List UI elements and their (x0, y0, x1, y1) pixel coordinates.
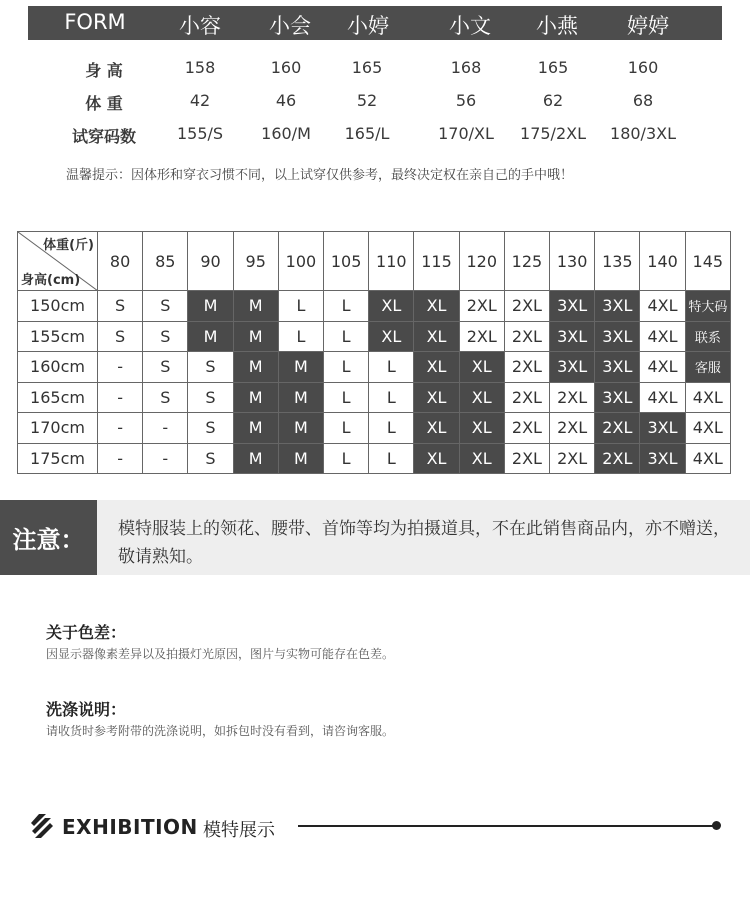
exhibition-subtitle: 模特展示 (203, 820, 275, 841)
model-name: 小燕 (536, 14, 578, 38)
size-cell: 2XL (459, 291, 504, 322)
size-cell: 3XL (595, 382, 640, 413)
height-cell: 175cm (18, 443, 98, 474)
weight-header: 145 (685, 232, 730, 291)
size-cell: XL (414, 291, 459, 322)
weight-header: 110 (369, 232, 414, 291)
size-cell: 2XL (595, 443, 640, 474)
size-cell: XL (414, 443, 459, 474)
size-cell: 联系 (685, 321, 730, 352)
model-name: 小婷 (347, 14, 389, 38)
size-cell: - (98, 413, 143, 444)
size-cell: S (98, 291, 143, 322)
weight-header: 140 (640, 232, 685, 291)
size-cell: L (369, 413, 414, 444)
weight-header: 135 (595, 232, 640, 291)
model-name: 小会 (269, 14, 311, 38)
size-cell: L (324, 291, 369, 322)
size-cell: XL (459, 443, 504, 474)
size-row (18, 352, 731, 383)
size-cell: 4XL (685, 382, 730, 413)
size-cell: XL (459, 352, 504, 383)
size-cell: 4XL (640, 382, 685, 413)
model-value: 52 (356, 91, 378, 110)
size-cell: 2XL (504, 413, 549, 444)
size-cell: 4XL (685, 443, 730, 474)
size-cell: 2XL (504, 352, 549, 383)
size-chart-table (17, 231, 731, 474)
model-value: 165/L (344, 124, 390, 143)
row-label: 试穿码数 (71, 127, 137, 146)
weight-header: 90 (188, 232, 233, 291)
model-value: 165 (537, 58, 569, 77)
height-cell: 170cm (18, 413, 98, 444)
size-cell: L (324, 352, 369, 383)
size-cell: S (188, 352, 233, 383)
model-row-trial-size (0, 122, 750, 146)
height-cell: 150cm (18, 291, 98, 322)
table-corner-cell (18, 232, 98, 291)
weight-header: 115 (414, 232, 459, 291)
size-cell: S (143, 352, 188, 383)
height-cell: 155cm (18, 321, 98, 352)
size-cell: L (369, 352, 414, 383)
size-cell: M (278, 413, 323, 444)
size-cell: - (143, 443, 188, 474)
model-value: 180/3XL (610, 124, 676, 143)
size-cell: M (233, 413, 278, 444)
size-cell: 4XL (640, 321, 685, 352)
model-name: 婷婷 (627, 14, 669, 38)
divider-line (298, 825, 716, 827)
model-value: 165 (351, 58, 383, 77)
height-cell: 165cm (18, 382, 98, 413)
washing-text: 请收货时参考附带的洗涤说明，如拆包时没有看到，请咨询客服。 (46, 724, 395, 738)
size-row (18, 443, 731, 474)
row-label: 身 高 (85, 61, 123, 80)
size-cell: 3XL (595, 352, 640, 383)
size-cell: 2XL (550, 413, 595, 444)
size-cell: 4XL (640, 352, 685, 383)
weight-header: 130 (550, 232, 595, 291)
size-cell: 2XL (459, 321, 504, 352)
size-cell: 2XL (550, 443, 595, 474)
model-value: 160/M (261, 124, 311, 143)
weight-axis-label: 体重(斤) (43, 238, 94, 253)
model-value: 160 (627, 58, 659, 77)
size-cell: 3XL (550, 321, 595, 352)
model-row-height (0, 56, 750, 80)
size-cell: 特大码 (685, 291, 730, 322)
slash-stripes-icon (30, 813, 54, 839)
size-cell: S (98, 321, 143, 352)
size-cell: XL (369, 321, 414, 352)
size-cell: 3XL (640, 443, 685, 474)
size-cell: L (369, 443, 414, 474)
model-value: 62 (542, 91, 564, 110)
weight-header: 105 (324, 232, 369, 291)
row-label: 体 重 (85, 94, 123, 113)
size-row (18, 291, 731, 322)
size-cell: 2XL (504, 291, 549, 322)
size-cell: M (188, 291, 233, 322)
size-cell: S (143, 291, 188, 322)
model-value: 42 (189, 91, 211, 110)
size-cell: 2XL (504, 321, 549, 352)
size-cell: 3XL (595, 321, 640, 352)
model-value: 56 (455, 91, 477, 110)
model-name: 小容 (179, 14, 221, 38)
weight-header: 85 (143, 232, 188, 291)
height-axis-label: 身高(cm) (21, 273, 81, 288)
model-value: 175/2XL (520, 124, 586, 143)
size-cell: XL (414, 321, 459, 352)
color-diff-text: 因显示器像素差异以及拍摄灯光原因，图片与实物可能存在色差。 (46, 647, 395, 661)
size-cell: XL (459, 413, 504, 444)
size-cell: 3XL (595, 291, 640, 322)
weight-header: 80 (98, 232, 143, 291)
size-cell: 2XL (504, 382, 549, 413)
size-cell: S (188, 413, 233, 444)
model-value: 158 (184, 58, 216, 77)
size-cell: M (278, 382, 323, 413)
model-row-weight (0, 89, 750, 113)
size-cell: M (233, 382, 278, 413)
size-cell: XL (414, 413, 459, 444)
size-cell: S (143, 321, 188, 352)
size-cell: 客服 (685, 352, 730, 383)
model-value: 68 (632, 91, 654, 110)
height-cell: 160cm (18, 352, 98, 383)
size-table-header-row (18, 232, 731, 291)
size-cell: XL (369, 291, 414, 322)
size-cell: L (278, 291, 323, 322)
model-name: 小文 (449, 14, 491, 38)
notice-text: 模特服装上的领花、腰带、首饰等均为拍摄道具，不在此销售商品内，亦不赠送，敬请熟知。 (118, 519, 730, 567)
size-cell: L (324, 321, 369, 352)
notice-banner (0, 500, 750, 575)
size-cell: 3XL (550, 352, 595, 383)
size-cell: XL (459, 382, 504, 413)
size-cell: S (143, 382, 188, 413)
size-cell: M (233, 321, 278, 352)
model-table-header (28, 6, 722, 40)
size-cell: S (188, 382, 233, 413)
size-cell: - (98, 352, 143, 383)
size-cell: - (98, 443, 143, 474)
size-row (18, 321, 731, 352)
divider-dot (712, 821, 721, 830)
size-cell: L (278, 321, 323, 352)
model-value: 155/S (176, 124, 224, 143)
size-cell: 4XL (640, 291, 685, 322)
size-row (18, 382, 731, 413)
notice-label: 注意： (0, 500, 97, 575)
weight-header: 125 (504, 232, 549, 291)
size-cell: L (369, 382, 414, 413)
color-diff-title: 关于色差： (46, 623, 127, 642)
model-value: 168 (450, 58, 482, 77)
size-cell: 3XL (550, 291, 595, 322)
size-cell: L (324, 413, 369, 444)
size-cell: XL (414, 352, 459, 383)
size-cell: M (188, 321, 233, 352)
weight-header: 100 (278, 232, 323, 291)
size-cell: L (324, 443, 369, 474)
weight-header: 120 (459, 232, 504, 291)
washing-title: 洗涤说明： (46, 700, 127, 719)
size-cell: M (233, 291, 278, 322)
size-cell: 3XL (640, 413, 685, 444)
size-cell: 4XL (685, 413, 730, 444)
size-cell: M (233, 443, 278, 474)
model-value: 170/XL (438, 124, 494, 143)
size-cell: L (324, 382, 369, 413)
size-cell: - (143, 413, 188, 444)
form-label: FORM (64, 10, 126, 34)
exhibition-title: EXHIBITION (62, 815, 198, 839)
size-cell: M (278, 443, 323, 474)
size-cell: 2XL (550, 382, 595, 413)
size-cell: XL (414, 382, 459, 413)
model-value: 160 (270, 58, 302, 77)
size-cell: 2XL (504, 443, 549, 474)
fit-tip: 温馨提示：因体形和穿衣习惯不同，以上试穿仅供参考，最终决定权在亲自己的手中哦！ (66, 168, 574, 183)
size-cell: M (233, 352, 278, 383)
size-cell: M (278, 352, 323, 383)
weight-header: 95 (233, 232, 278, 291)
size-cell: 2XL (595, 413, 640, 444)
model-value: 46 (275, 91, 297, 110)
size-row (18, 413, 731, 444)
size-cell: S (188, 443, 233, 474)
size-cell: - (98, 382, 143, 413)
